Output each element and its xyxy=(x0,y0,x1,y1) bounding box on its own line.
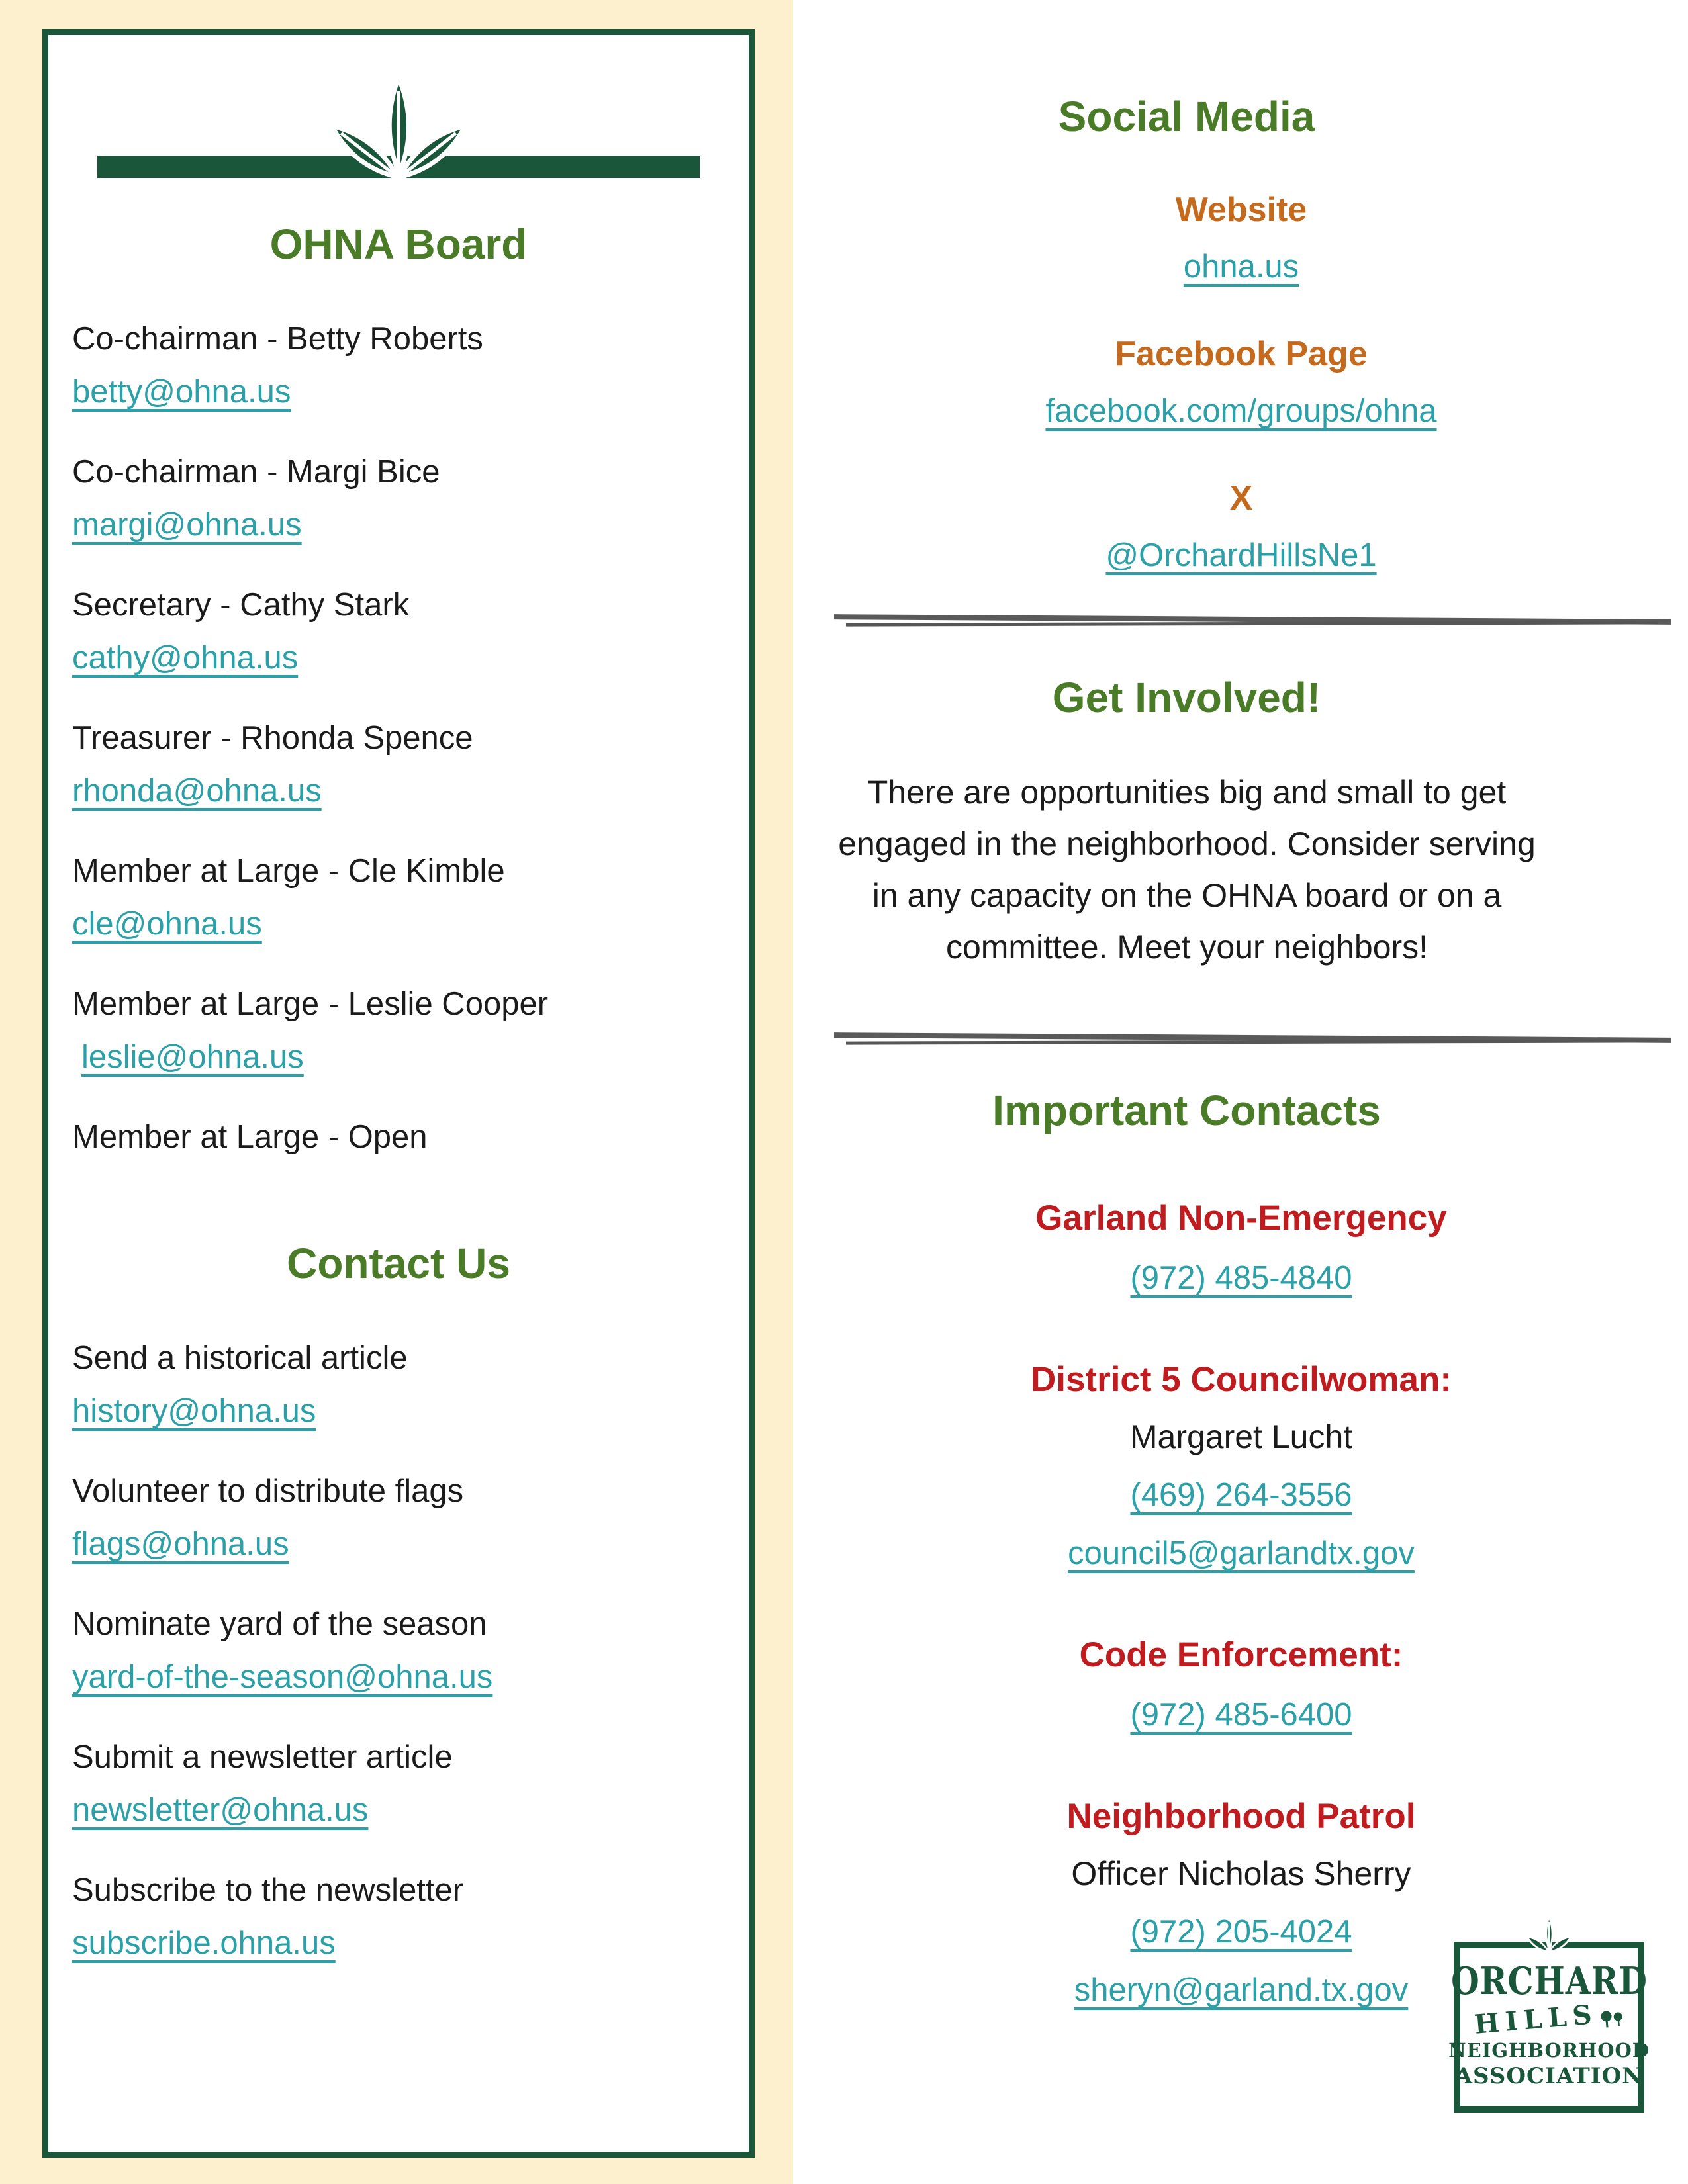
logo-word-neighborhood: NEIGHBORHOOD xyxy=(1448,2039,1650,2062)
association-logo xyxy=(1448,1942,1650,2113)
right-column xyxy=(794,0,1688,2012)
board-member-entry xyxy=(72,450,749,547)
contact-person-name: Officer Nicholas Sherry xyxy=(1071,1855,1411,1892)
board-member-entry xyxy=(72,583,749,680)
board-member-email-link[interactable]: betty@ohna.us xyxy=(72,374,291,410)
board-member-email-link[interactable]: rhonda@ohna.us xyxy=(72,773,322,809)
important-contacts-heading: Important Contacts xyxy=(992,1087,1381,1134)
contact-item xyxy=(72,1868,749,1965)
contact-item-label: Nominate yard of the season xyxy=(72,1606,487,1642)
leaf-icon xyxy=(1496,1915,1602,1956)
contact-item-label: Send a historical article xyxy=(72,1340,408,1376)
contact-item-label: Volunteer to distribute flags xyxy=(72,1473,464,1509)
contact-phone-link[interactable]: (972) 485-4840 xyxy=(1130,1260,1352,1296)
get-involved-paragraph: There are opportunities big and small to get engaged in the neighborhood. Consider serving in any capacity on the OHNA board or on a committee. Meet your neighbors! xyxy=(838,774,1536,966)
contact-item-link[interactable]: subscribe.ohna.us xyxy=(72,1925,336,1961)
contact-item-label: Subscribe to the newsletter xyxy=(72,1872,464,1908)
board-member-role: Member at Large - Open xyxy=(72,1119,428,1155)
contact-phone-link[interactable]: (972) 205-4024 xyxy=(1130,1914,1352,1950)
board-member-role: Member at Large - Leslie Cooper xyxy=(72,986,549,1022)
board-member-role: Co-chairman - Margi Bice xyxy=(72,454,440,490)
website-label: Website xyxy=(1175,191,1307,229)
logo-word-orchard: ORCHARD xyxy=(1450,1959,1648,2004)
board-panel xyxy=(42,29,755,2158)
contact-group-title: Garland Non-Emergency xyxy=(1035,1199,1447,1238)
x-handle-link[interactable]: @OrchardHillsNe1 xyxy=(1105,537,1377,573)
trees-icon xyxy=(1597,2007,1624,2029)
contact-group-title: Code Enforcement: xyxy=(1079,1635,1403,1674)
board-member-entry xyxy=(72,1115,749,1159)
contact-email-link[interactable]: council5@garlandtx.gov xyxy=(1068,1535,1415,1571)
board-member-entry xyxy=(72,317,749,414)
contact-item xyxy=(72,1336,749,1433)
contact-group-title: Neighborhood Patrol xyxy=(1066,1797,1416,1836)
contact-item xyxy=(72,1602,749,1699)
logo-word-association: ASSOCIATION xyxy=(1454,2063,1644,2089)
contact-phone-link[interactable]: (469) 264-3556 xyxy=(1130,1477,1352,1513)
board-member-entry xyxy=(72,982,749,1079)
board-heading: OHNA Board xyxy=(269,220,528,268)
board-member-entry xyxy=(72,716,749,813)
contact-us-heading: Contact Us xyxy=(287,1240,510,1287)
social-media-heading: Social Media xyxy=(1058,93,1315,140)
board-member-email-link[interactable]: cathy@ohna.us xyxy=(72,640,299,676)
section-divider xyxy=(834,615,1671,627)
contact-us-list xyxy=(72,1336,749,1965)
board-member-role: Co-chairman - Betty Roberts xyxy=(72,321,483,357)
contact-item-label: Submit a newsletter article xyxy=(72,1739,453,1775)
contact-item-link[interactable]: flags@ohna.us xyxy=(72,1526,289,1562)
logo-word-hills: HILLS xyxy=(1473,1998,1599,2040)
board-member-role: Treasurer - Rhonda Spence xyxy=(72,720,473,756)
contact-group-title: District 5 Councilwoman: xyxy=(1030,1360,1452,1399)
board-member-email-link[interactable]: cle@ohna.us xyxy=(72,906,262,942)
contact-item xyxy=(72,1469,749,1566)
board-member-email-link[interactable]: margi@ohna.us xyxy=(72,507,302,543)
section-divider xyxy=(834,1034,1671,1046)
contact-email-link[interactable]: sheryn@garland.tx.gov xyxy=(1074,1972,1409,2008)
leaf-emblem-icon xyxy=(97,73,700,197)
board-member-entry xyxy=(72,849,749,946)
get-involved-heading: Get Involved! xyxy=(1052,674,1321,721)
contact-item-link[interactable]: history@ohna.us xyxy=(72,1393,316,1429)
contact-item-link[interactable]: yard-of-the-season@ohna.us xyxy=(72,1659,493,1695)
website-link[interactable]: ohna.us xyxy=(1183,249,1299,285)
board-member-role: Member at Large - Cle Kimble xyxy=(72,853,505,889)
facebook-link[interactable]: facebook.com/groups/ohna xyxy=(1045,393,1437,429)
board-member-email-link[interactable]: leslie@ohna.us xyxy=(81,1039,304,1075)
contact-item-link[interactable]: newsletter@ohna.us xyxy=(72,1792,369,1828)
contact-person-name: Margaret Lucht xyxy=(1129,1418,1353,1455)
contact-item xyxy=(72,1735,749,1832)
x-label: X xyxy=(1229,479,1253,518)
board-member-role: Secretary - Cathy Stark xyxy=(72,587,410,623)
facebook-label: Facebook Page xyxy=(1115,335,1368,373)
contact-phone-link[interactable]: (972) 485-6400 xyxy=(1130,1697,1352,1733)
board-member-list xyxy=(72,317,749,1159)
